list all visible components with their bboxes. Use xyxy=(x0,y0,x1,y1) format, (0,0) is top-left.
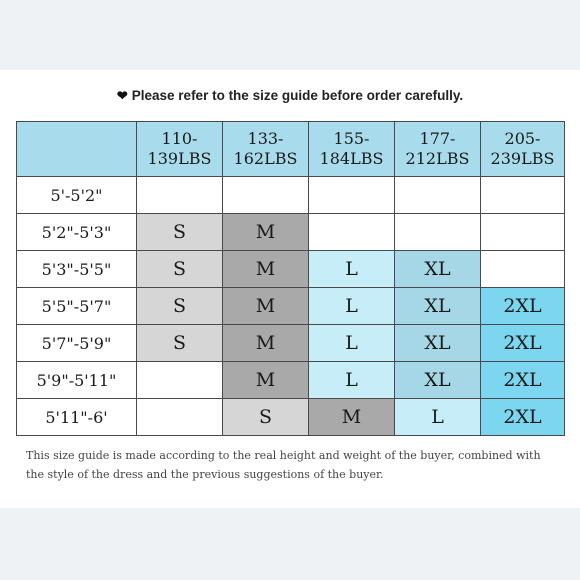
size-cell: M xyxy=(223,288,309,325)
size-cell: XL xyxy=(395,325,481,362)
header-corner-cell xyxy=(17,122,137,177)
weight-header-cell: 133- 162LBS xyxy=(223,122,309,177)
size-cell: S xyxy=(137,288,223,325)
weight-header-cell: 110- 139LBS xyxy=(137,122,223,177)
size-cell: 2XL xyxy=(481,362,565,399)
size-cell: L xyxy=(309,251,395,288)
size-cell: M xyxy=(223,251,309,288)
size-cell xyxy=(309,214,395,251)
table-row xyxy=(17,251,565,288)
size-cell: 2XL xyxy=(481,288,565,325)
weight-header-cell: 205- 239LBS xyxy=(481,122,565,177)
size-cell xyxy=(481,177,565,214)
size-cell: XL xyxy=(395,251,481,288)
size-cell xyxy=(137,399,223,436)
size-cell: 2XL xyxy=(481,325,565,362)
size-cell: L xyxy=(309,325,395,362)
size-cell: M xyxy=(309,399,395,436)
size-cell: 2XL xyxy=(481,399,565,436)
size-cell: M xyxy=(223,362,309,399)
size-cell: XL xyxy=(395,362,481,399)
size-cell: M xyxy=(223,325,309,362)
height-label-cell: 5'2"-5'3" xyxy=(17,214,137,251)
heart-icon: ❤ xyxy=(116,88,128,103)
size-guide-note: This size guide is made according to the real height and weight of the buyer, combined with the style of the dress and the previous suggestions of the buyer. xyxy=(26,449,541,481)
size-guide-card xyxy=(0,70,580,508)
size-cell: S xyxy=(137,251,223,288)
height-label-cell: 5'7"-5'9" xyxy=(17,325,137,362)
size-cell: M xyxy=(223,214,309,251)
table-row xyxy=(17,288,565,325)
heading-text: Please refer to the size guide before order carefully. xyxy=(131,88,464,103)
height-label-cell: 5'3"-5'5" xyxy=(17,251,137,288)
table-row xyxy=(17,177,565,214)
size-table xyxy=(16,121,565,436)
size-cell xyxy=(223,177,309,214)
table-row xyxy=(17,399,565,436)
size-cell xyxy=(481,214,565,251)
size-cell xyxy=(137,177,223,214)
size-guide-heading xyxy=(0,88,580,104)
size-cell xyxy=(395,214,481,251)
weight-header-cell: 155- 184LBS xyxy=(309,122,395,177)
size-cell: L xyxy=(309,288,395,325)
height-label-cell: 5'5"-5'7" xyxy=(17,288,137,325)
table-row xyxy=(17,325,565,362)
table-row xyxy=(17,214,565,251)
size-cell: S xyxy=(223,399,309,436)
header-row xyxy=(17,122,565,177)
size-cell xyxy=(395,177,481,214)
table-row xyxy=(17,362,565,399)
size-cell: L xyxy=(309,362,395,399)
size-cell: S xyxy=(137,325,223,362)
size-cell xyxy=(137,362,223,399)
height-label-cell: 5'9"-5'11" xyxy=(17,362,137,399)
size-cell xyxy=(481,251,565,288)
size-cell: L xyxy=(395,399,481,436)
size-cell: XL xyxy=(395,288,481,325)
size-cell: S xyxy=(137,214,223,251)
height-label-cell: 5'-5'2" xyxy=(17,177,137,214)
weight-header-cell: 177- 212LBS xyxy=(395,122,481,177)
size-cell xyxy=(309,177,395,214)
height-label-cell: 5'11"-6' xyxy=(17,399,137,436)
